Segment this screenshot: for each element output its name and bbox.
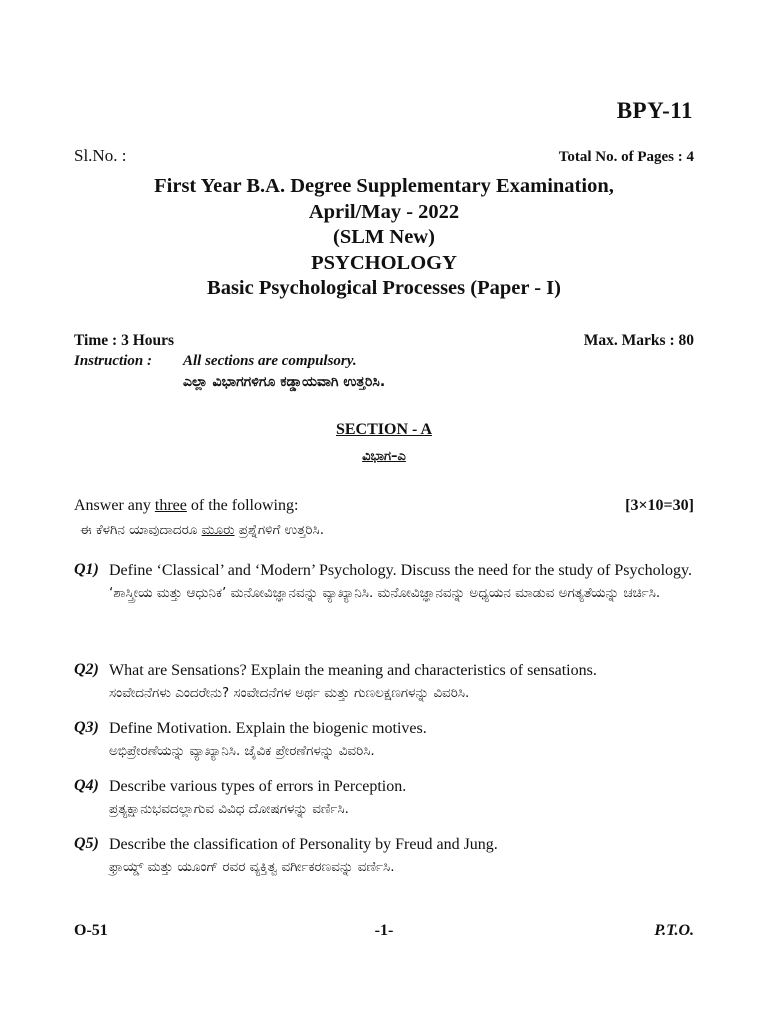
paper-name: Basic Psychological Processes (Paper - I): [207, 277, 561, 299]
question-item: [74, 835, 696, 879]
instruction-english: All sections are compulsory.: [183, 353, 357, 369]
question-number: Q5): [74, 835, 99, 852]
answer-instruction: [74, 497, 298, 515]
answer-count-kannada: ಮೂರು: [201, 522, 235, 538]
question-item: [74, 561, 696, 605]
footer-code: O-51: [74, 922, 108, 939]
question-number: Q2): [74, 661, 99, 678]
question-text-english: Define Motivation. Explain the biogenic motives.: [109, 720, 427, 737]
question-number: Q3): [74, 719, 99, 736]
question-text-kannada: ಸಂವೇದನೆಗಳು ಎಂದರೇನು? ಸಂವೇದನೆಗಳ ಅರ್ಥ ಮತ್ತು ಗುಣಲಕ್ಷಣಗಳನ್ನು ವಿವರಿಸಿ.: [109, 684, 470, 701]
answer-count: three: [154, 497, 187, 514]
question-text-english: Describe various types of errors in Perception.: [109, 778, 407, 795]
marks-allocation: [3×10=30]: [625, 497, 694, 514]
section-heading: [0, 421, 768, 439]
answer-instruction-prefix: Answer any: [74, 497, 155, 514]
question-item: [74, 777, 696, 821]
question-number: Q4): [74, 777, 99, 794]
time-allowed: Time : 3 Hours: [74, 332, 175, 349]
serial-number-label: Sl.No. :: [74, 146, 127, 165]
question-text-kannada: ‘ಶಾಸ್ತ್ರೀಯ ಮತ್ತು ಆಧುನಿಕ’ ಮನೋವಿಜ್ಞಾನವನ್ನು ವ್ಯಾಖ್ಯಾನಿಸಿ. ಮನೋವಿಜ್ಞಾನವನ್ನು ಅಧ್ಯಯನ ಮಾಡುವ ಅಗತ್ಯತೆಯನ್ನು ಚರ್ಚಿಸಿ.: [109, 584, 661, 601]
instruction-label: Instruction :: [74, 353, 152, 369]
subject-name: PSYCHOLOGY: [311, 251, 457, 274]
total-pages: Total No. of Pages : 4: [558, 149, 694, 165]
section-heading-text: SECTION - A: [335, 421, 433, 438]
exam-title-line-2: April/May - 2022: [308, 200, 460, 223]
question-number: Q1): [74, 561, 99, 578]
footer-page-number: -1-: [374, 922, 394, 939]
exam-title-line-3: (SLM New): [333, 226, 435, 248]
answer-instruction-suffix: of the following:: [186, 497, 299, 514]
max-marks: Max. Marks : 80: [583, 332, 694, 349]
footer-pto: P.T.O.: [654, 922, 694, 939]
question-text-kannada: ಪ್ರತ್ಯಕ್ಷಾನುಭವದಲ್ಲಾಗುವ ವಿವಿಧ ದೋಷಗಳನ್ನು ವರ್ಣಿಸಿ.: [109, 800, 349, 817]
question-item: [74, 719, 696, 763]
answer-instruction-kannada: [80, 522, 324, 538]
instruction-kannada: ಎಲ್ಲಾ ವಿಭಾಗಗಳಿಗೂ ಕಡ್ಡಾಯವಾಗಿ ಉತ್ತರಿಸಿ.: [183, 374, 386, 390]
section-heading-kannada-text: ವಿಭಾಗ–ಎ: [362, 449, 406, 464]
section-heading-kannada: [0, 449, 768, 464]
question-text-english: Describe the classification of Personality by Freud and Jung.: [109, 836, 498, 853]
exam-title: [0, 174, 768, 302]
question-text-english: What are Sensations? Explain the meaning and characteristics of sensations.: [109, 662, 597, 679]
answer-instruction-kannada-suffix: ಪ್ರಶ್ನೆಗಳಿಗೆ ಉತ್ತರಿಸಿ.: [234, 522, 325, 538]
question-text-kannada: ಅಭಿಪ್ರೇರಣೆಯನ್ನು ವ್ಯಾಖ್ಯಾನಿಸಿ. ಜೈವಿಕ ಪ್ರೇರಣೆಗಳನ್ನು ವಿವರಿಸಿ.: [109, 742, 375, 759]
paper-code: BPY-11: [616, 98, 693, 123]
question-text-kannada: ಫ್ರಾಯ್ಡ್ ಮತ್ತು ಯೂಂಗ್ ರವರ ವ್ಯಕ್ತಿತ್ವ ವರ್ಗೀಕರಣವನ್ನು ವರ್ಣಿಸಿ.: [109, 858, 395, 875]
question-text-english: Define ‘Classical’ and ‘Modern’ Psychology. Discuss the need for the study of Psychology.: [109, 562, 692, 579]
exam-title-line-1: First Year B.A. Degree Supplementary Examination,: [154, 175, 614, 197]
answer-instruction-kannada-prefix: ಈ ಕೆಳಗಿನ ಯಾವುದಾದರೂ: [80, 522, 202, 538]
question-item: [74, 661, 696, 705]
